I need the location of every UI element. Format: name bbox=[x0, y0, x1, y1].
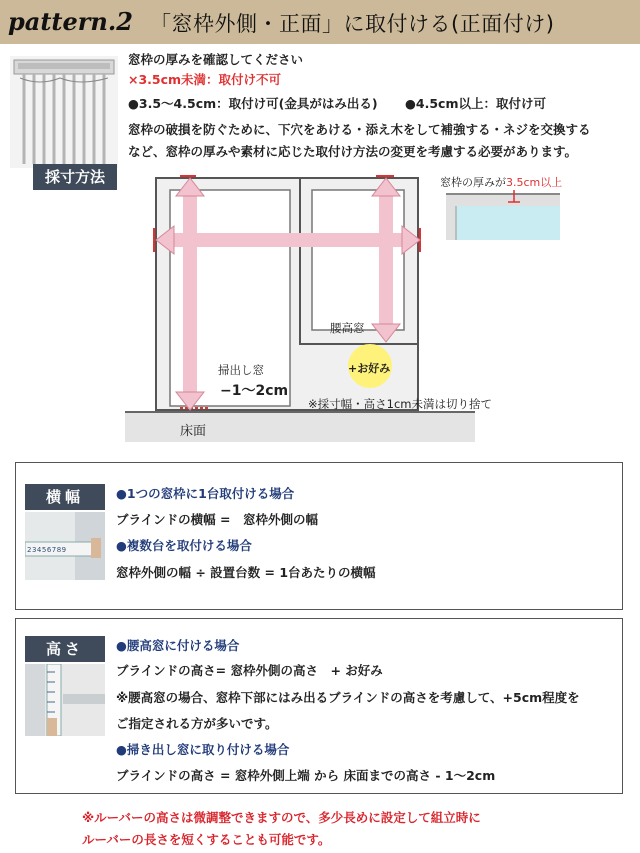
width-section bbox=[15, 462, 623, 610]
cut-note: ※採寸幅・高さ1cm未満は切り捨て bbox=[308, 397, 492, 411]
pattern-label: pattern.2 bbox=[8, 7, 133, 36]
height-line-1: ブラインドの高さ= 窓枠外側の高さ + お好み bbox=[116, 663, 383, 678]
height-line-3: ご指定される方が多いです。 bbox=[116, 716, 278, 731]
header-bar bbox=[0, 0, 640, 44]
intro-not-allowed: ×3.5cm未満：取付け不可 bbox=[128, 72, 282, 87]
frame-thickness-inset bbox=[446, 190, 560, 240]
page-title: 「窓枠外側・正面」に取付ける(正面付け) bbox=[150, 12, 555, 36]
height-heading-1: ●腰高窓に付ける場合 bbox=[116, 638, 240, 653]
intro-line5: など、窓枠の厚みや素材に応じた取付け方法の変更を考慮する必要があります。 bbox=[128, 144, 578, 159]
hakidashi-label: 掃出し窓 bbox=[218, 363, 264, 377]
thickness-note-prefix: 窓枠の厚みが bbox=[440, 176, 506, 189]
width-heading-2: ●複数台を取付ける場合 bbox=[116, 538, 252, 553]
height-heading-2: ●掃き出し窓に取り付ける場合 bbox=[116, 742, 290, 757]
width-line-2: 窓枠外側の幅 ÷ 設置台数 = 1台あたりの横幅 bbox=[116, 565, 376, 580]
height-line-4: ブラインドの高さ = 窓枠外側上端 から 床面までの高さ - 1～2cm bbox=[116, 768, 496, 783]
height-measure-photo bbox=[25, 664, 105, 736]
thickness-note-value: 3.5cm以上 bbox=[506, 176, 563, 189]
intro-range-b: ●4.5cm以上：取付け可 bbox=[405, 96, 546, 111]
intro-line4: 窓枠の破損を防ぐために、下穴をあける・添え木をして補強する・ネジを交換する bbox=[128, 122, 591, 137]
floor-label: 床面 bbox=[180, 424, 207, 439]
height-line-2: ※腰高窓の場合、窓枠下部にはみ出るブラインドの高さを考慮して、+5cm程度を bbox=[116, 690, 580, 705]
hakidashi-value: −1～2cm bbox=[220, 383, 289, 399]
tape-digits: 23456789 bbox=[27, 546, 67, 554]
okonomi-label: +お好み bbox=[348, 362, 391, 375]
blind-illustration bbox=[10, 56, 118, 168]
intro-line1: 窓枠の厚みを確認してください bbox=[128, 52, 304, 67]
thickness-note bbox=[440, 174, 562, 190]
width-line-1: ブラインドの横幅 = 窓枠外側の幅 bbox=[116, 512, 318, 527]
intro-range-a: ●3.5～4.5cm：取付け可(金具がはみ出る) bbox=[128, 96, 378, 111]
footer-note-2: ルーバーの長さを短くすることも可能です。 bbox=[82, 832, 331, 847]
width-label: 横幅 bbox=[25, 484, 105, 510]
footer-note-1: ※ルーバーの高さは微調整できますので、多少長めに設定して組立時に bbox=[82, 810, 481, 825]
measure-method-label: 採寸方法 bbox=[33, 164, 117, 190]
koshi-mado-label: 腰高窓 bbox=[330, 321, 365, 335]
width-heading-1: ●1つの窓枠に1台取付ける場合 bbox=[116, 486, 295, 501]
height-label: 高さ bbox=[25, 636, 105, 662]
